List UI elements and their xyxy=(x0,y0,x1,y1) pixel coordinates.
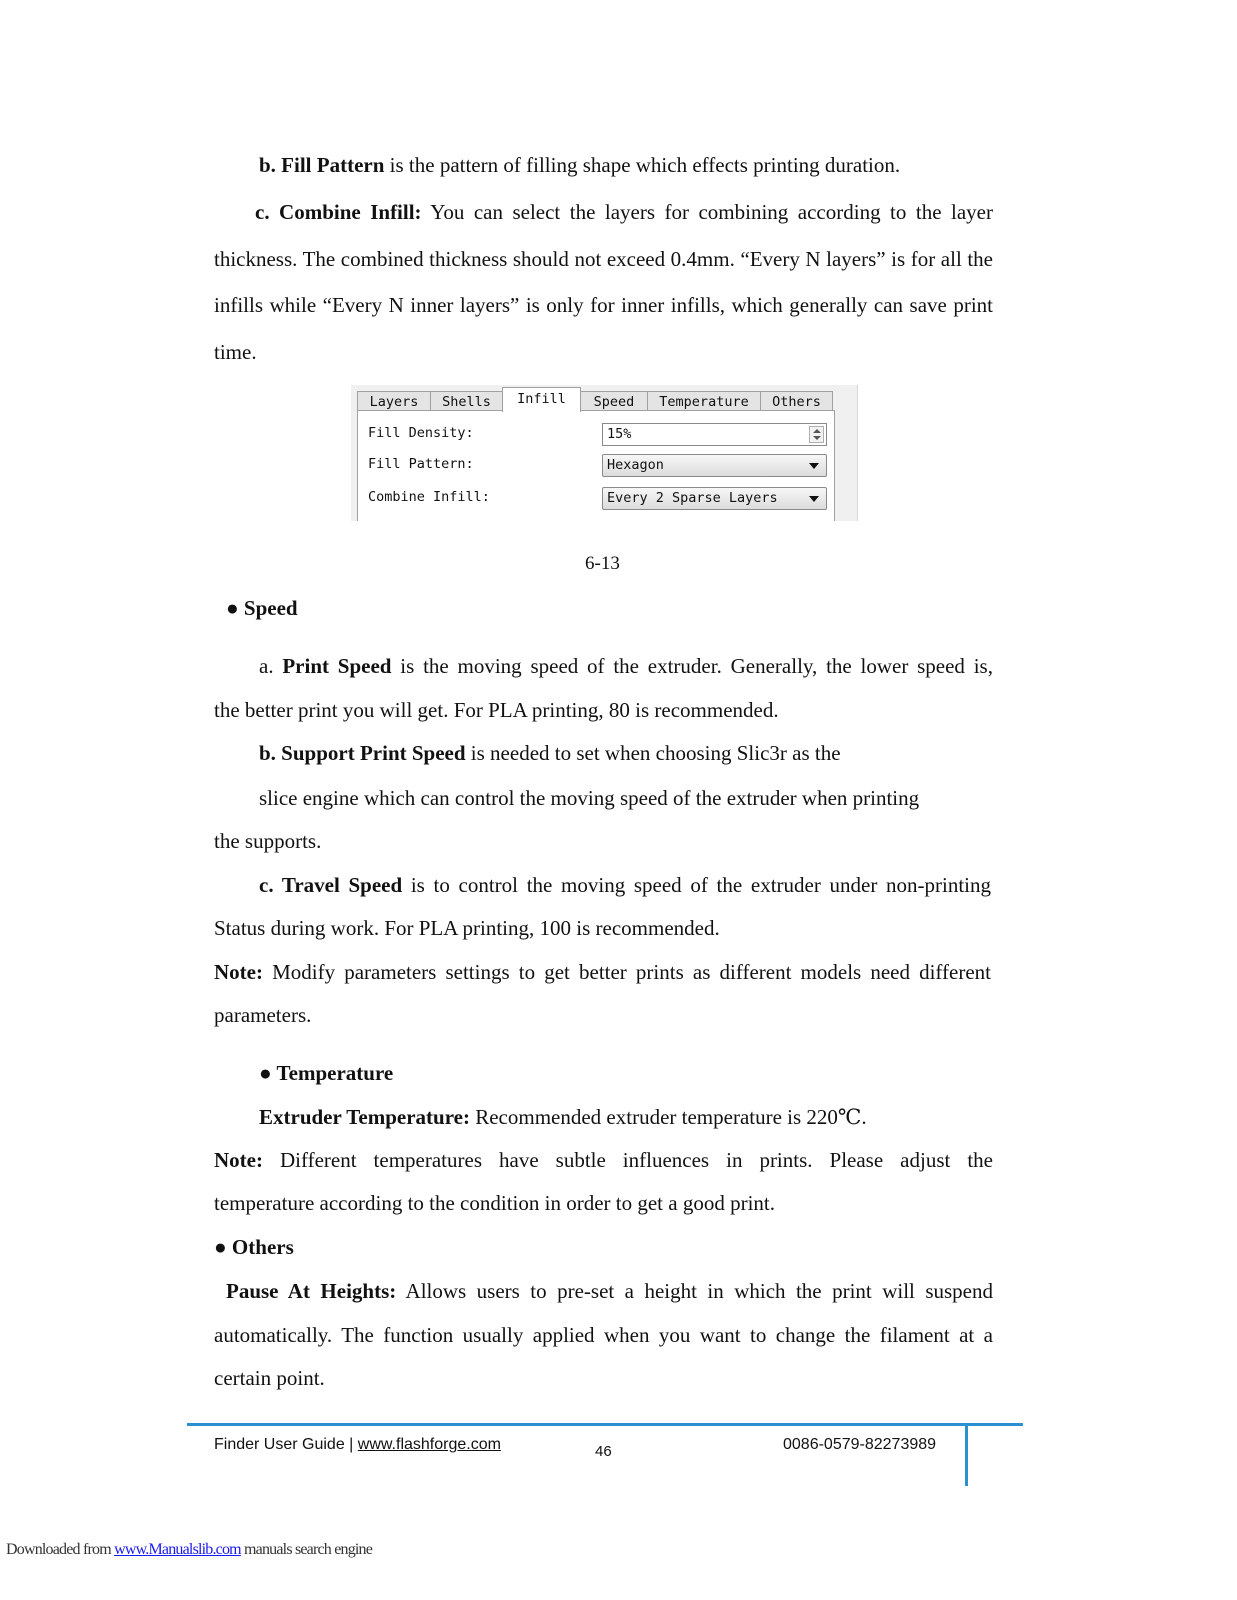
settings-tab-bar xyxy=(357,387,837,411)
paragraph-line: temperature according to the condition in order to get a good print. xyxy=(214,1191,775,1215)
list-marker: a. xyxy=(259,654,283,678)
fill-pattern-value: Hexagon xyxy=(607,457,664,473)
section-heading-speed xyxy=(226,595,298,621)
combine-infill-label: Combine Infill: xyxy=(368,489,490,505)
paragraph-text: is needed to set when choosing Slic3r as the xyxy=(465,741,841,765)
note-parameters xyxy=(214,959,991,985)
paragraph-text: You can select the layers for combining according to the layer xyxy=(421,200,993,224)
footer-guide xyxy=(214,1436,501,1454)
tab-layers[interactable]: Layers xyxy=(357,391,431,411)
chevron-down-icon xyxy=(809,463,819,469)
fill-density-stepper[interactable] xyxy=(602,423,827,446)
paragraph-line: slice engine which can control the moving speed of the extruder when printing xyxy=(259,786,920,810)
tab-infill[interactable]: Infill xyxy=(502,387,581,412)
heading-text: ● Speed xyxy=(226,596,298,620)
combine-infill-select[interactable] xyxy=(602,487,827,510)
page-number: 46 xyxy=(595,1443,612,1460)
paragraph-line: automatically. The function usually applied when you want to change the filament at a xyxy=(214,1323,993,1347)
paragraph-travel-speed xyxy=(259,872,991,898)
note-label: Note: xyxy=(214,1148,263,1172)
term-extruder-temperature: Extruder Temperature: xyxy=(259,1105,470,1129)
heading-text: ● Others xyxy=(214,1235,294,1259)
infill-settings-screenshot xyxy=(351,385,858,521)
fill-density-label: Fill Density: xyxy=(368,425,474,441)
fill-pattern-select[interactable] xyxy=(602,454,827,477)
infill-tab-content xyxy=(357,410,835,521)
term-pause-at-heights: Pause At Heights: xyxy=(226,1279,397,1303)
tab-shells[interactable]: Shells xyxy=(430,391,503,411)
paragraph-text: is to control the moving speed of the extruder under non-printing xyxy=(402,873,991,897)
download-prefix: Downloaded from xyxy=(6,1541,115,1558)
section-heading-others xyxy=(214,1234,294,1260)
figure-caption: 6-13 xyxy=(585,553,620,574)
term-fill-pattern: b. Fill Pattern xyxy=(259,153,385,177)
spinner-arrows-icon[interactable] xyxy=(809,426,824,443)
paragraph-line: Status during work. For PLA printing, 100 is recommended. xyxy=(214,916,720,940)
paragraph-extruder-temperature xyxy=(259,1104,867,1130)
paragraph-combine-infill xyxy=(255,199,993,225)
footer-vertical-divider xyxy=(965,1426,968,1486)
combine-infill-value: Every 2 Sparse Layers xyxy=(607,490,778,506)
paragraph-line: the better print you will get. For PLA printing, 80 is recommended. xyxy=(214,698,779,722)
paragraph-text: Allows users to pre-set a height in which the print will suspend xyxy=(396,1279,994,1303)
term-print-speed: Print Speed xyxy=(282,654,392,678)
tab-temperature[interactable]: Temperature xyxy=(647,391,761,411)
download-notice xyxy=(6,1541,372,1559)
paragraph-line: parameters. xyxy=(214,1003,312,1027)
fill-pattern-label: Fill Pattern: xyxy=(368,456,474,472)
paragraph-text: Modify parameters settings to get better prints as different models need different xyxy=(262,960,991,984)
footer-guide-text: Finder User Guide | xyxy=(214,1436,358,1453)
paragraph-line: infills while “Every N inner layers” is only for inner infills, which generally can save print xyxy=(214,293,993,317)
footer-divider xyxy=(187,1423,1023,1426)
tab-others[interactable]: Others xyxy=(760,391,833,411)
note-label: Note: xyxy=(214,960,263,984)
manualslib-link[interactable]: www.Manualslib.com xyxy=(114,1541,241,1558)
heading-text: ● Temperature xyxy=(259,1061,394,1085)
fill-density-value: 15% xyxy=(607,426,632,442)
tab-speed[interactable]: Speed xyxy=(580,391,648,411)
paragraph-support-speed xyxy=(259,740,841,766)
paragraph-print-speed xyxy=(259,653,993,679)
paragraph-text: is the pattern of filling shape which effects printing duration. xyxy=(384,153,901,177)
paragraph-line: time. xyxy=(214,340,257,364)
section-heading-temperature xyxy=(259,1060,393,1086)
term-support-print-speed: b. Support Print Speed xyxy=(259,741,466,765)
term-travel-speed: c. Travel Speed xyxy=(259,873,403,897)
paragraph-text: is the moving speed of the extruder. Generally, the lower speed is, xyxy=(391,654,993,678)
paragraph-text: Recommended extruder temperature is 220℃. xyxy=(469,1105,867,1129)
footer-website-link[interactable]: www.flashforge.com xyxy=(357,1436,501,1453)
chevron-down-icon xyxy=(809,496,819,502)
paragraph-line: certain point. xyxy=(214,1366,325,1390)
note-temperature xyxy=(214,1147,993,1173)
paragraph-pause-at-heights xyxy=(226,1278,993,1304)
paragraph-text: Different temperatures have subtle influences in prints. Please adjust the xyxy=(262,1148,993,1172)
paragraph-line: thickness. The combined thickness should not exceed 0.4mm. “Every N layers” is for all the xyxy=(214,247,993,271)
paragraph-fill-pattern xyxy=(259,152,900,178)
download-suffix: manuals search engine xyxy=(240,1541,373,1558)
footer-phone: 0086-0579-82273989 xyxy=(783,1436,937,1453)
term-combine-infill: c. Combine Infill: xyxy=(255,200,422,224)
paragraph-line: the supports. xyxy=(214,829,322,853)
